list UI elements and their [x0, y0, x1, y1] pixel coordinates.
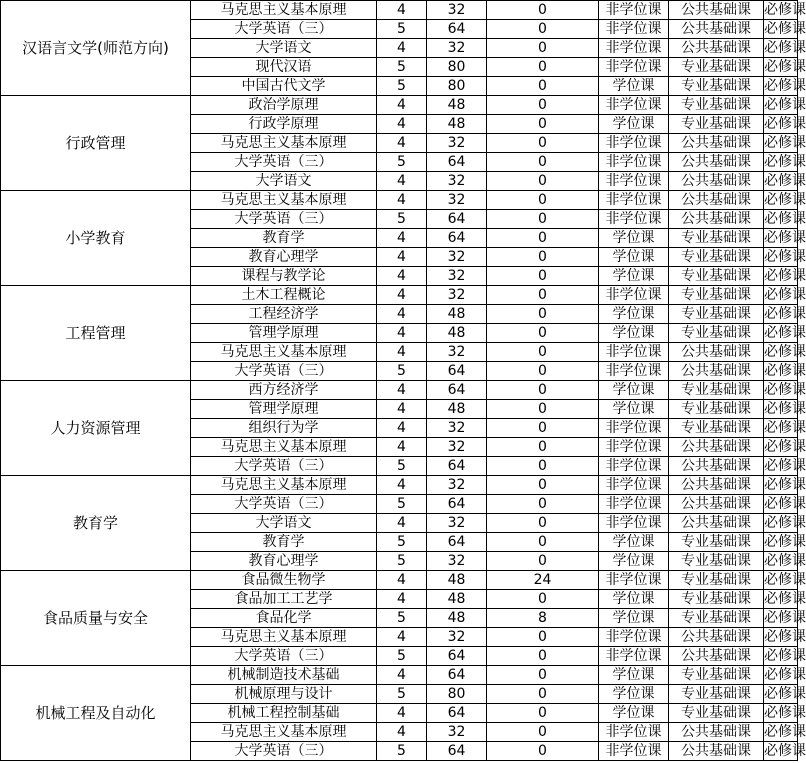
- practice-hours-cell: 24: [487, 571, 599, 590]
- credit-cell: 5: [377, 58, 427, 77]
- hours-cell: 32: [427, 514, 487, 533]
- course-name-cell: 教育学: [191, 229, 377, 248]
- course-category-cell: 专业基础课: [669, 248, 764, 267]
- required-type-cell: 必修课: [764, 249, 806, 265]
- course-category-cell: 公共基础课: [669, 438, 764, 457]
- course-name-cell: 机械制造技术基础: [191, 666, 377, 685]
- course-name-cell: 教育心理学: [191, 552, 377, 571]
- credit-cell: 5: [377, 20, 427, 39]
- credit-cell: 5: [377, 495, 427, 514]
- practice-hours-cell: 0: [487, 305, 599, 324]
- course-category-cell: 公共基础课: [669, 457, 764, 476]
- course-name-cell: 大学语文: [191, 172, 377, 191]
- course-category-cell: 公共基础课: [669, 191, 764, 210]
- course-name-cell: 食品微生物学: [191, 571, 377, 590]
- course-category-cell: 公共基础课: [669, 1, 764, 20]
- degree-type-cell: 非学位课: [599, 628, 669, 647]
- required-type-cell: 必修课: [764, 306, 806, 322]
- credit-cell: 4: [377, 666, 427, 685]
- hours-cell: 32: [427, 1, 487, 20]
- credit-cell: 4: [377, 343, 427, 362]
- practice-hours-cell: 0: [487, 191, 599, 210]
- required-type-cell: 必修课: [764, 591, 806, 607]
- major-name-cell: 食品质量与安全: [1, 571, 191, 666]
- course-category-cell: 专业基础课: [669, 609, 764, 628]
- required-type-cell: 必修课: [764, 116, 806, 132]
- practice-hours-cell: 0: [487, 514, 599, 533]
- degree-type-cell: 非学位课: [599, 191, 669, 210]
- course-name-cell: 机械工程控制基础: [191, 704, 377, 723]
- required-type-cell: 必修课: [764, 477, 806, 493]
- course-category-cell: 公共基础课: [669, 742, 764, 761]
- course-name-cell: 大学英语（三）: [191, 20, 377, 39]
- course-name-cell: 大学英语（三）: [191, 457, 377, 476]
- practice-hours-cell: 8: [487, 609, 599, 628]
- practice-hours-cell: 0: [487, 628, 599, 647]
- course-category-cell: 公共基础课: [669, 723, 764, 742]
- degree-type-cell: 非学位课: [599, 571, 669, 590]
- credit-cell: 5: [377, 153, 427, 172]
- credit-cell: 4: [377, 229, 427, 248]
- required-type-cell: 必修课: [764, 629, 806, 645]
- practice-hours-cell: 0: [487, 590, 599, 609]
- course-category-cell: 专业基础课: [669, 552, 764, 571]
- degree-type-cell: 非学位课: [599, 96, 669, 115]
- required-type-cell: 必修课: [764, 610, 806, 626]
- credit-cell: 4: [377, 400, 427, 419]
- major-name-cell: 行政管理: [1, 96, 191, 191]
- degree-type-cell: 非学位课: [599, 438, 669, 457]
- hours-cell: 48: [427, 400, 487, 419]
- degree-type-cell: 非学位课: [599, 58, 669, 77]
- credit-cell: 4: [377, 324, 427, 343]
- table-row: [1, 1, 798, 20]
- course-category-cell: 公共基础课: [669, 362, 764, 381]
- degree-type-cell: 非学位课: [599, 647, 669, 666]
- course-name-cell: 马克思主义基本原理: [191, 628, 377, 647]
- course-category-cell: 公共基础课: [669, 514, 764, 533]
- degree-type-cell: 非学位课: [599, 742, 669, 761]
- major-name-cell: 汉语言文学(师范方向): [1, 1, 191, 96]
- credit-cell: 4: [377, 115, 427, 134]
- required-type-cell: 必修课: [764, 420, 806, 436]
- course-category-cell: 专业基础课: [669, 666, 764, 685]
- course-category-cell: 专业基础课: [669, 571, 764, 590]
- practice-hours-cell: 0: [487, 153, 599, 172]
- course-category-cell: 公共基础课: [669, 495, 764, 514]
- credit-cell: 4: [377, 590, 427, 609]
- required-type-cell: 必修课: [764, 211, 806, 227]
- course-category-cell: 公共基础课: [669, 210, 764, 229]
- course-name-cell: 行政学原理: [191, 115, 377, 134]
- course-category-cell: 公共基础课: [669, 647, 764, 666]
- practice-hours-cell: 0: [487, 723, 599, 742]
- course-name-cell: 课程与教学论: [191, 267, 377, 286]
- course-name-cell: 马克思主义基本原理: [191, 343, 377, 362]
- practice-hours-cell: 0: [487, 457, 599, 476]
- hours-cell: 64: [427, 647, 487, 666]
- hours-cell: 80: [427, 77, 487, 96]
- degree-type-cell: 学位课: [599, 115, 669, 134]
- course-name-cell: 政治学原理: [191, 96, 377, 115]
- table-row: [1, 571, 798, 590]
- table-row: [1, 191, 798, 210]
- practice-hours-cell: 0: [487, 286, 599, 305]
- major-name-cell: 人力资源管理: [1, 381, 191, 476]
- course-category-cell: 专业基础课: [669, 685, 764, 704]
- hours-cell: 64: [427, 495, 487, 514]
- credit-cell: 4: [377, 476, 427, 495]
- practice-hours-cell: 0: [487, 343, 599, 362]
- practice-hours-cell: 0: [487, 495, 599, 514]
- credit-cell: 4: [377, 571, 427, 590]
- degree-type-cell: 非学位课: [599, 457, 669, 476]
- credit-cell: 5: [377, 647, 427, 666]
- course-category-cell: 专业基础课: [669, 58, 764, 77]
- required-type-cell: 必修课: [764, 230, 806, 246]
- credit-cell: 4: [377, 96, 427, 115]
- required-type-cell: 必修课: [764, 705, 806, 721]
- course-name-cell: 马克思主义基本原理: [191, 476, 377, 495]
- course-category-cell: 公共基础课: [669, 476, 764, 495]
- hours-cell: 32: [427, 39, 487, 58]
- hours-cell: 48: [427, 571, 487, 590]
- course-category-cell: 专业基础课: [669, 419, 764, 438]
- required-type-cell: 必修课: [764, 59, 806, 75]
- course-name-cell: 大学语文: [191, 514, 377, 533]
- degree-type-cell: 非学位课: [599, 362, 669, 381]
- practice-hours-cell: 0: [487, 210, 599, 229]
- course-name-cell: 大学语文: [191, 39, 377, 58]
- hours-cell: 32: [427, 552, 487, 571]
- course-name-cell: 管理学原理: [191, 400, 377, 419]
- degree-type-cell: 学位课: [599, 533, 669, 552]
- table-row: [1, 96, 798, 115]
- course-name-cell: 大学英语（三）: [191, 210, 377, 229]
- hours-cell: 32: [427, 723, 487, 742]
- hours-cell: 48: [427, 609, 487, 628]
- required-type-cell: 必修课: [764, 458, 806, 474]
- credit-cell: 4: [377, 1, 427, 20]
- course-category-cell: 专业基础课: [669, 590, 764, 609]
- practice-hours-cell: 0: [487, 419, 599, 438]
- table-row: [1, 286, 798, 305]
- required-type-cell: 必修课: [764, 325, 806, 341]
- practice-hours-cell: 0: [487, 685, 599, 704]
- practice-hours-cell: 0: [487, 20, 599, 39]
- degree-type-cell: 非学位课: [599, 20, 669, 39]
- practice-hours-cell: 0: [487, 77, 599, 96]
- practice-hours-cell: 0: [487, 1, 599, 20]
- required-type-cell: 必修课: [764, 648, 806, 664]
- credit-cell: 4: [377, 723, 427, 742]
- required-type-cell: 必修课: [764, 496, 806, 512]
- practice-hours-cell: 0: [487, 476, 599, 495]
- practice-hours-cell: 0: [487, 96, 599, 115]
- required-type-cell: 必修课: [764, 135, 806, 151]
- required-type-cell: 必修课: [764, 686, 806, 702]
- degree-type-cell: 非学位课: [599, 495, 669, 514]
- credit-cell: 4: [377, 134, 427, 153]
- credit-cell: 4: [377, 172, 427, 191]
- hours-cell: 32: [427, 286, 487, 305]
- credit-cell: 5: [377, 609, 427, 628]
- major-name-cell: 工程管理: [1, 286, 191, 381]
- degree-type-cell: 学位课: [599, 229, 669, 248]
- credit-cell: 5: [377, 457, 427, 476]
- required-type-cell: 必修课: [764, 78, 806, 94]
- hours-cell: 48: [427, 305, 487, 324]
- required-type-cell: 必修课: [764, 154, 806, 170]
- major-name-cell: 机械工程及自动化: [1, 666, 191, 761]
- required-type-cell: 必修课: [764, 724, 806, 740]
- degree-type-cell: 学位课: [599, 704, 669, 723]
- hours-cell: 64: [427, 229, 487, 248]
- hours-cell: 64: [427, 153, 487, 172]
- course-table-body: [1, 1, 806, 761]
- required-type-cell: 必修课: [764, 173, 806, 189]
- credit-cell: 5: [377, 533, 427, 552]
- degree-type-cell: 学位课: [599, 400, 669, 419]
- degree-type-cell: 非学位课: [599, 343, 669, 362]
- course-category-cell: 专业基础课: [669, 229, 764, 248]
- course-name-cell: 工程经济学: [191, 305, 377, 324]
- degree-type-cell: 非学位课: [599, 419, 669, 438]
- degree-type-cell: 非学位课: [599, 514, 669, 533]
- required-type-cell: 必修课: [764, 515, 806, 531]
- hours-cell: 48: [427, 115, 487, 134]
- course-category-cell: 公共基础课: [669, 153, 764, 172]
- credit-cell: 4: [377, 191, 427, 210]
- table-row: [1, 381, 798, 400]
- practice-hours-cell: 0: [487, 324, 599, 343]
- degree-type-cell: 学位课: [599, 552, 669, 571]
- practice-hours-cell: 0: [487, 742, 599, 761]
- course-category-cell: 专业基础课: [669, 115, 764, 134]
- course-name-cell: 教育心理学: [191, 248, 377, 267]
- degree-type-cell: 非学位课: [599, 153, 669, 172]
- degree-type-cell: 学位课: [599, 248, 669, 267]
- hours-cell: 64: [427, 210, 487, 229]
- credit-cell: 4: [377, 704, 427, 723]
- course-name-cell: 中国古代文学: [191, 77, 377, 96]
- degree-type-cell: 学位课: [599, 609, 669, 628]
- required-type-cell: 必修课: [764, 40, 806, 56]
- credit-cell: 4: [377, 438, 427, 457]
- hours-cell: 64: [427, 20, 487, 39]
- table-row: [1, 476, 798, 495]
- degree-type-cell: 学位课: [599, 267, 669, 286]
- required-type-cell: 必修课: [764, 534, 806, 550]
- practice-hours-cell: 0: [487, 533, 599, 552]
- degree-type-cell: 学位课: [599, 590, 669, 609]
- degree-type-cell: 非学位课: [599, 210, 669, 229]
- credit-cell: 5: [377, 552, 427, 571]
- credit-cell: 4: [377, 39, 427, 58]
- course-name-cell: 组织行为学: [191, 419, 377, 438]
- hours-cell: 64: [427, 704, 487, 723]
- credit-cell: 4: [377, 381, 427, 400]
- course-name-cell: 马克思主义基本原理: [191, 134, 377, 153]
- major-name-cell: 教育学: [1, 476, 191, 571]
- practice-hours-cell: 0: [487, 400, 599, 419]
- practice-hours-cell: 0: [487, 704, 599, 723]
- required-type-cell: 必修课: [764, 743, 806, 759]
- degree-type-cell: 非学位课: [599, 134, 669, 153]
- required-type-cell: 必修课: [764, 572, 806, 588]
- degree-type-cell: 非学位课: [599, 723, 669, 742]
- hours-cell: 32: [427, 628, 487, 647]
- degree-type-cell: 学位课: [599, 381, 669, 400]
- course-name-cell: 大学英语（三）: [191, 362, 377, 381]
- course-name-cell: 马克思主义基本原理: [191, 191, 377, 210]
- course-name-cell: 西方经济学: [191, 381, 377, 400]
- credit-cell: 5: [377, 742, 427, 761]
- hours-cell: 80: [427, 685, 487, 704]
- hours-cell: 32: [427, 476, 487, 495]
- degree-type-cell: 学位课: [599, 685, 669, 704]
- practice-hours-cell: 0: [487, 647, 599, 666]
- course-name-cell: 管理学原理: [191, 324, 377, 343]
- degree-type-cell: 非学位课: [599, 476, 669, 495]
- course-name-cell: 教育学: [191, 533, 377, 552]
- credit-cell: 5: [377, 685, 427, 704]
- course-category-cell: 专业基础课: [669, 533, 764, 552]
- required-type-cell: 必修课: [764, 401, 806, 417]
- credit-cell: 5: [377, 210, 427, 229]
- hours-cell: 64: [427, 742, 487, 761]
- required-type-cell: 必修课: [764, 344, 806, 360]
- hours-cell: 32: [427, 172, 487, 191]
- practice-hours-cell: 0: [487, 381, 599, 400]
- hours-cell: 32: [427, 134, 487, 153]
- course-name-cell: 马克思主义基本原理: [191, 438, 377, 457]
- course-name-cell: 食品化学: [191, 609, 377, 628]
- credit-cell: 5: [377, 362, 427, 381]
- course-category-cell: 公共基础课: [669, 20, 764, 39]
- required-type-cell: 必修课: [764, 97, 806, 113]
- course-category-cell: 专业基础课: [669, 400, 764, 419]
- course-category-cell: 公共基础课: [669, 39, 764, 58]
- course-name-cell: 大学英语（三）: [191, 742, 377, 761]
- course-category-cell: 公共基础课: [669, 172, 764, 191]
- course-category-cell: 公共基础课: [669, 628, 764, 647]
- required-type-cell: 必修课: [764, 21, 806, 37]
- course-name-cell: 马克思主义基本原理: [191, 1, 377, 20]
- required-type-cell: 必修课: [764, 2, 806, 18]
- practice-hours-cell: 0: [487, 134, 599, 153]
- practice-hours-cell: 0: [487, 552, 599, 571]
- hours-cell: 32: [427, 248, 487, 267]
- course-name-cell: 大学英语（三）: [191, 495, 377, 514]
- hours-cell: 32: [427, 191, 487, 210]
- course-name-cell: 马克思主义基本原理: [191, 723, 377, 742]
- course-category-cell: 专业基础课: [669, 305, 764, 324]
- course-category-cell: 专业基础课: [669, 77, 764, 96]
- required-type-cell: 必修课: [764, 192, 806, 208]
- credit-cell: 4: [377, 305, 427, 324]
- course-category-cell: 公共基础课: [669, 134, 764, 153]
- practice-hours-cell: 0: [487, 248, 599, 267]
- required-type-cell: 必修课: [764, 667, 806, 683]
- practice-hours-cell: 0: [487, 438, 599, 457]
- degree-type-cell: 学位课: [599, 666, 669, 685]
- practice-hours-cell: 0: [487, 267, 599, 286]
- practice-hours-cell: 0: [487, 229, 599, 248]
- course-category-cell: 公共基础课: [669, 343, 764, 362]
- required-type-cell: 必修课: [764, 382, 806, 398]
- hours-cell: 64: [427, 362, 487, 381]
- required-type-cell: 必修课: [764, 287, 806, 303]
- credit-cell: 5: [377, 77, 427, 96]
- credit-cell: 4: [377, 286, 427, 305]
- hours-cell: 64: [427, 381, 487, 400]
- required-type-cell: 必修课: [764, 363, 806, 379]
- degree-type-cell: 非学位课: [599, 172, 669, 191]
- practice-hours-cell: 0: [487, 58, 599, 77]
- hours-cell: 80: [427, 58, 487, 77]
- hours-cell: 32: [427, 267, 487, 286]
- course-category-cell: 专业基础课: [669, 96, 764, 115]
- hours-cell: 48: [427, 96, 487, 115]
- required-type-cell: 必修课: [764, 553, 806, 569]
- required-type-cell: 必修课: [764, 439, 806, 455]
- degree-type-cell: 学位课: [599, 77, 669, 96]
- course-category-cell: 专业基础课: [669, 286, 764, 305]
- course-category-cell: 专业基础课: [669, 267, 764, 286]
- course-name-cell: 大学英语（三）: [191, 153, 377, 172]
- hours-cell: 64: [427, 533, 487, 552]
- hours-cell: 64: [427, 457, 487, 476]
- table-row: [1, 666, 798, 685]
- practice-hours-cell: 0: [487, 362, 599, 381]
- degree-type-cell: 非学位课: [599, 286, 669, 305]
- course-category-cell: 专业基础课: [669, 381, 764, 400]
- practice-hours-cell: 0: [487, 39, 599, 58]
- course-category-cell: 专业基础课: [669, 704, 764, 723]
- hours-cell: 32: [427, 438, 487, 457]
- degree-type-cell: 学位课: [599, 324, 669, 343]
- degree-type-cell: 学位课: [599, 305, 669, 324]
- hours-cell: 48: [427, 590, 487, 609]
- hours-cell: 64: [427, 666, 487, 685]
- course-name-cell: 大学英语（三）: [191, 647, 377, 666]
- degree-type-cell: 非学位课: [599, 1, 669, 20]
- degree-type-cell: 非学位课: [599, 39, 669, 58]
- course-name-cell: 土木工程概论: [191, 286, 377, 305]
- hours-cell: 32: [427, 343, 487, 362]
- credit-cell: 4: [377, 514, 427, 533]
- credit-cell: 4: [377, 248, 427, 267]
- hours-cell: 32: [427, 419, 487, 438]
- required-type-cell: 必修课: [764, 268, 806, 284]
- practice-hours-cell: 0: [487, 115, 599, 134]
- hours-cell: 48: [427, 324, 487, 343]
- major-name-cell: 小学教育: [1, 191, 191, 286]
- credit-cell: 4: [377, 267, 427, 286]
- practice-hours-cell: 0: [487, 172, 599, 191]
- credit-cell: 4: [377, 419, 427, 438]
- course-category-cell: 专业基础课: [669, 324, 764, 343]
- course-name-cell: 现代汉语: [191, 58, 377, 77]
- credit-cell: 4: [377, 628, 427, 647]
- course-name-cell: 食品加工工艺学: [191, 590, 377, 609]
- course-name-cell: 机械原理与设计: [191, 685, 377, 704]
- practice-hours-cell: 0: [487, 666, 599, 685]
